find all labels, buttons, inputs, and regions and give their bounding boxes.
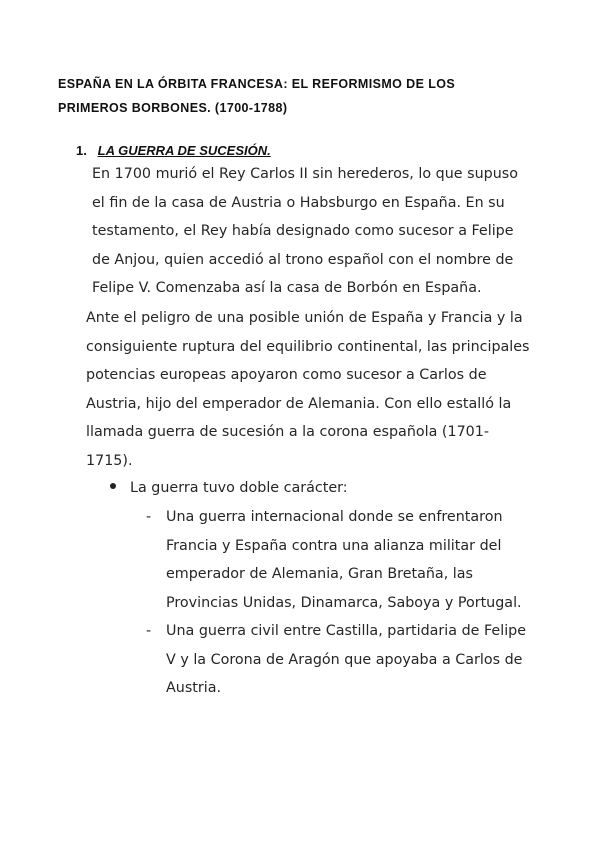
sub-item-civil-war	[146, 617, 536, 703]
section-number: 1.	[76, 143, 87, 158]
section-heading-text: LA GUERRA DE SUCESIÓN.	[97, 143, 271, 158]
dash-icon: -	[146, 623, 152, 639]
sub-item-text: Una guerra civil entre Castilla, partidaria de Felipe V y la Corona de Aragón que apoyaba a Carlos de Austria.	[166, 623, 527, 696]
bullet-item	[110, 474, 530, 503]
bullet-item-text: La guerra tuvo doble carácter:	[130, 480, 348, 496]
section-heading	[76, 140, 271, 162]
paragraph-european-powers: Ante el peligro de una posible unión de España y Francia y la consiguiente ruptura del equilibrio continental, las principales potencias europeas apoyaron como sucesor a Carlos de Austria, hijo del emperador de Alemania. Con ello estalló la llamada guerra de sucesión a la corona española (1701-1715).	[86, 310, 530, 469]
sub-item-international-war	[146, 503, 536, 617]
bullet-dot-icon	[110, 483, 116, 489]
page-title: ESPAÑA EN LA ÓRBITA FRANCESA: EL REFORMISMO DE LOS PRIMEROS BORBONES. (1700-1788)	[58, 77, 456, 115]
paragraph-succession-origin: En 1700 murió el Rey Carlos II sin herederos, lo que supuso el fin de la casa de Austria o Habsburgo en España. En su testamento, el Rey había designado como sucesor a Felipe de Anjou, quien accedió al trono español con el nombre de Felipe V. Comenzaba así la casa de Borbón en España.	[92, 166, 518, 296]
sub-item-text: Una guerra internacional donde se enfrentaron Francia y España contra una alianza militar del emperador de Alemania, Gran Bretaña, las Provincias Unidas, Dinamarca, Saboya y Portugal.	[166, 509, 522, 611]
dash-icon: -	[146, 509, 152, 525]
